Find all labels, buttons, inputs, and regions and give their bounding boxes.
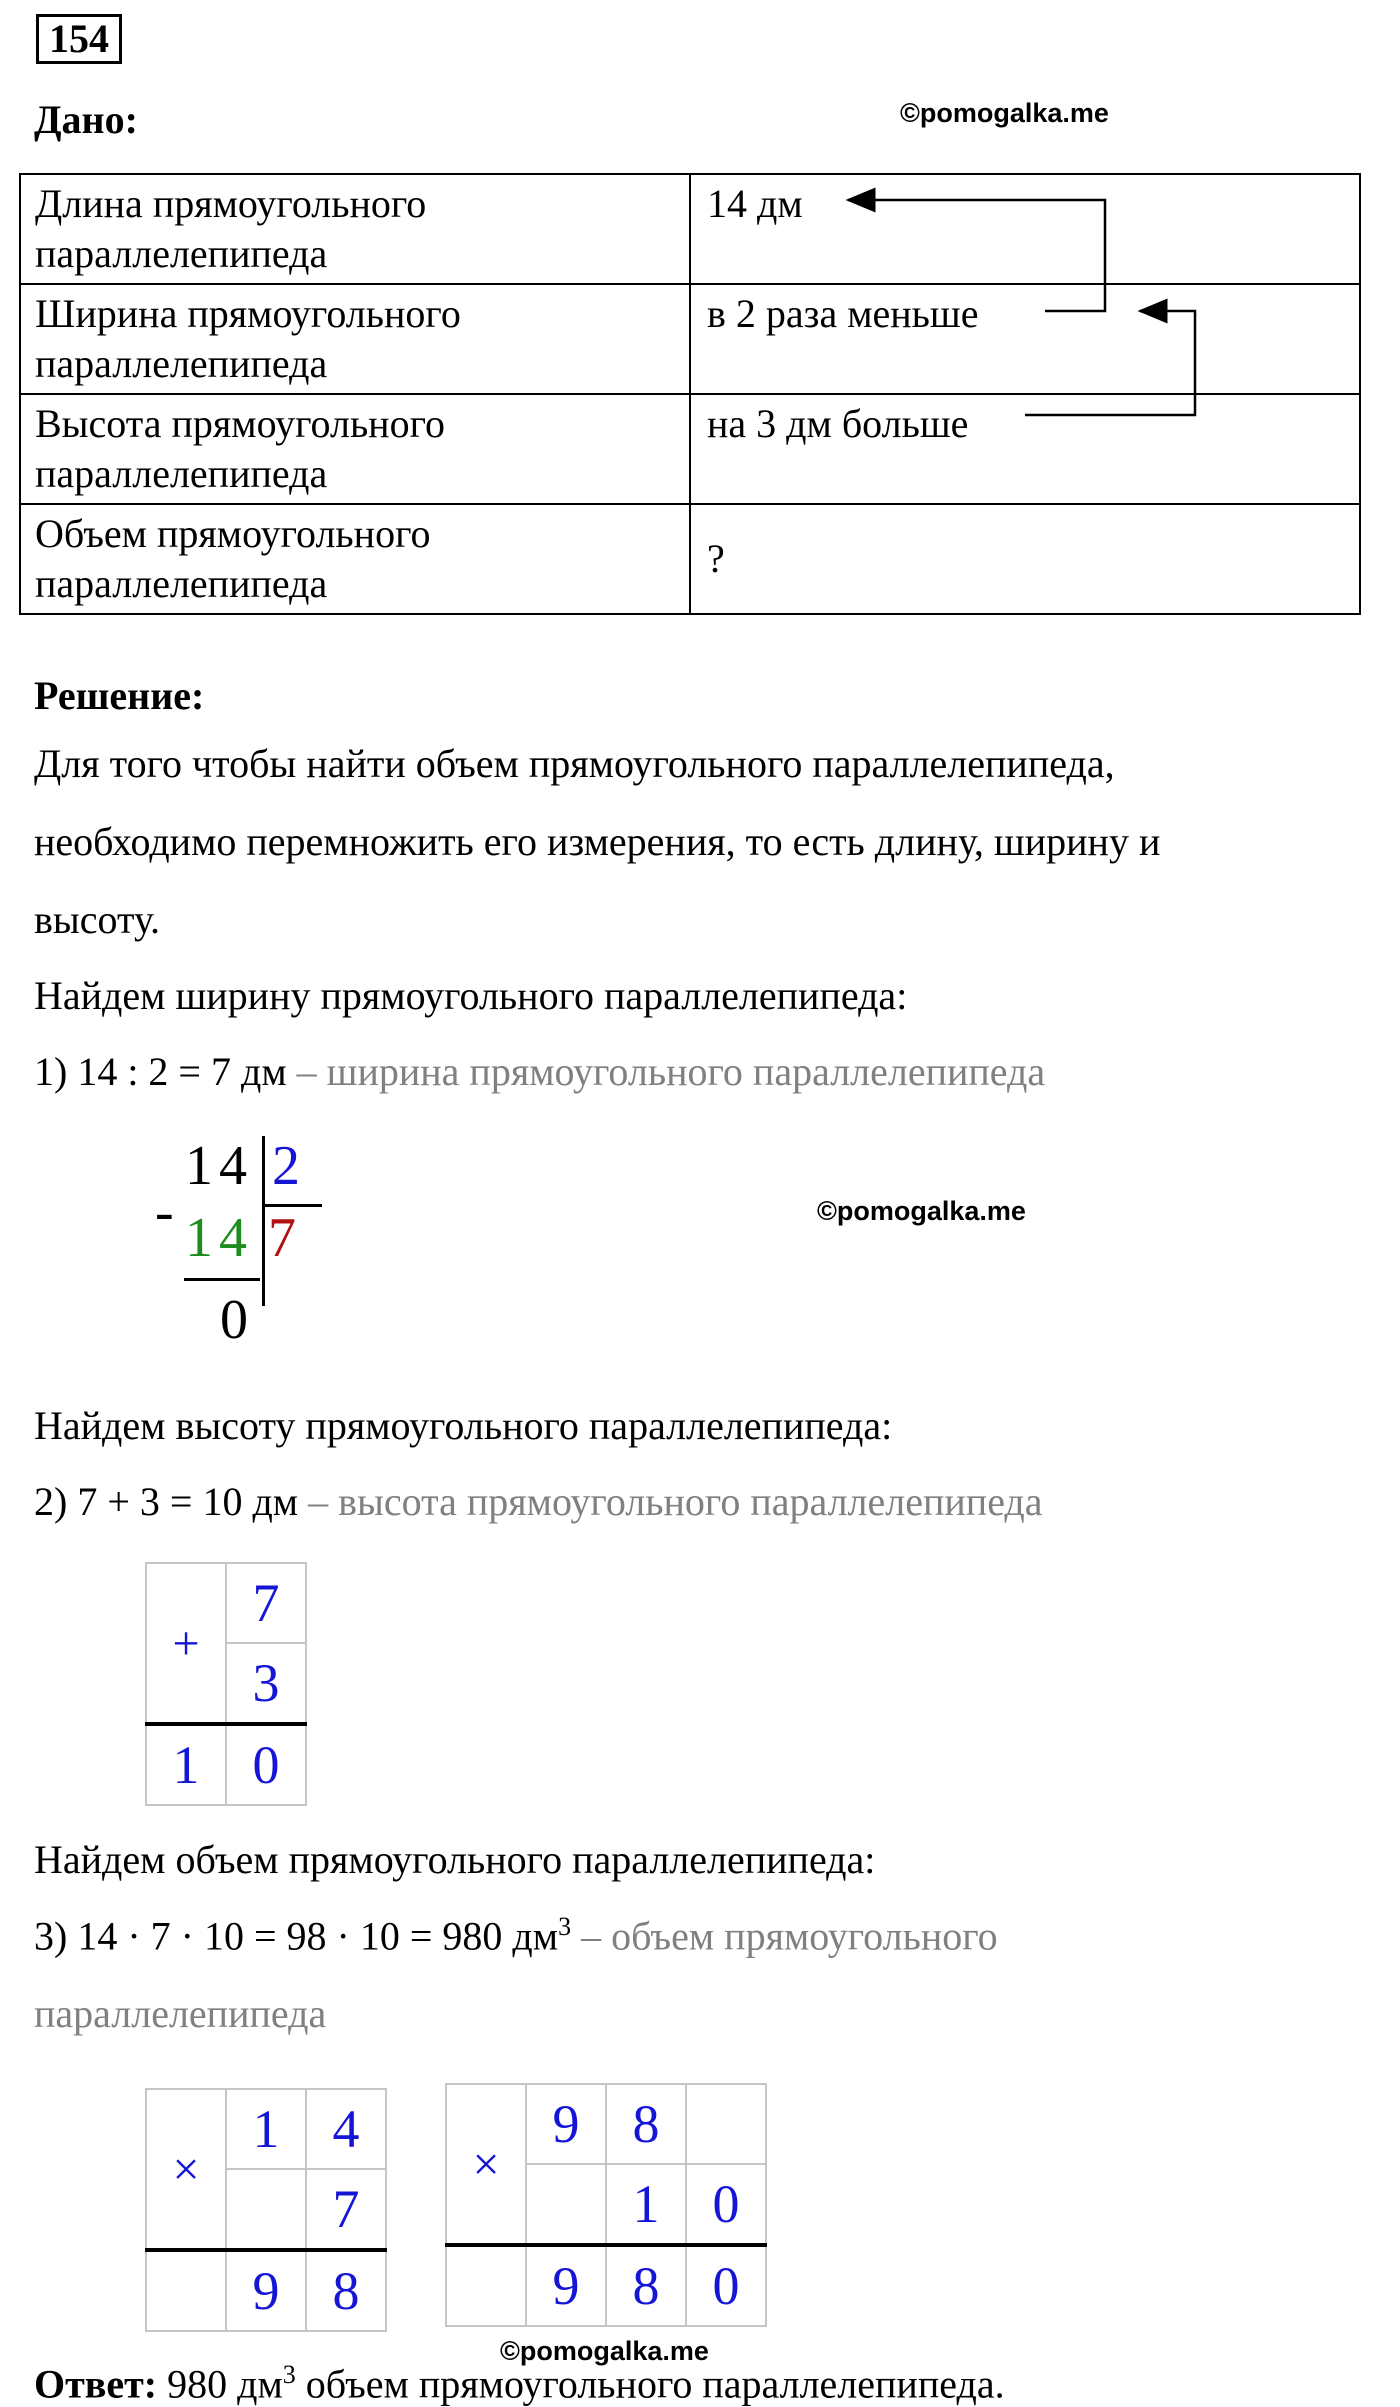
product-digit: 0 [686,2245,766,2326]
given-name-cell: Длина прямоугольного параллелепипеда [20,174,690,284]
multiplication-grid-1 [145,2088,387,2332]
quotient: 7 [268,1207,296,1269]
answer-superscript: 3 [282,2360,296,2389]
given-value-cell: 14 дм [690,174,1360,284]
intro-line-1: Для того чтобы найти объем прямоугольного параллелепипеда, [34,741,1115,786]
arrow-height-to-width [1025,311,1195,415]
product-digit: 8 [606,2245,686,2326]
step3-superscript: 3 [558,1912,572,1941]
watermark: ©pomogalka.me [817,1196,1026,1226]
given-value-cell: ? [690,504,1360,614]
divisor: 2 [272,1135,300,1197]
given-name-cell: Ширина прямоугольного параллелепипеда [20,284,690,394]
step3-label: Найдем объем прямоугольного параллелепипеда: [34,1837,876,1882]
step1-line [34,1048,1045,1095]
intro-line-2: необходимо перемножить его измерения, то есть длину, ширину и [34,819,1161,864]
times-sign: × [146,2089,226,2250]
product-digit: 9 [526,2245,606,2326]
product-digit [446,2245,526,2326]
factor-digit: 0 [686,2164,766,2245]
step1-note: – ширина прямоугольного параллелепипеда [286,1049,1046,1094]
step3-note-line2: параллелепипеда [34,1991,327,2036]
subtraction-line [184,1278,260,1281]
answer-line [34,2360,1005,2407]
step3-formula: 3) 14 · 7 · 10 = 98 · 10 = 980 дм [34,1913,559,1959]
given-label: Дано: [34,97,138,142]
factor-digit: 1 [226,2089,306,2169]
dividend: 14 [185,1135,253,1197]
given-value-cell: в 2 раза меньше [690,284,1360,394]
step2-formula: 2) 7 + 3 = 10 дм [34,1479,299,1524]
minus-sign: - [155,1181,174,1243]
watermark: ©pomogalka.me [900,98,1109,128]
times-sign: × [446,2084,526,2245]
given-value-cell: на 3 дм больше [690,394,1360,504]
step2-note: – высота прямоугольного параллелепипеда [298,1479,1043,1524]
sum-digit: 0 [226,1724,306,1805]
relation-arrows [0,0,1400,600]
watermark: ©pomogalka.me [500,2336,709,2366]
step1-label: Найдем ширину прямоугольного параллелепипеда: [34,973,908,1018]
step2-label: Найдем высоту прямоугольного параллелепипеда: [34,1403,893,1448]
solution-heading: Решение: [34,673,205,718]
step2-line [34,1478,1043,1525]
problem-number: 154 [36,14,122,64]
product-digit: 9 [226,2250,306,2331]
given-name-cell: Высота прямоугольного параллелепипеда [20,394,690,504]
step1-formula: 1) 14 : 2 = 7 дм [34,1049,287,1094]
factor-digit: 9 [526,2084,606,2164]
division-work [150,1130,320,1370]
step3-note: – объем прямоугольного [571,1913,998,1959]
intro-line-3: высоту. [34,897,160,942]
addition-grid [145,1562,307,1806]
factor-digit [686,2084,766,2164]
sum-digit: 1 [146,1724,226,1805]
factor-digit [526,2164,606,2245]
addend-b: 3 [226,1643,306,1724]
factor-digit [226,2169,306,2250]
plus-sign: + [146,1563,226,1724]
given-name-cell: Объем прямоугольного параллелепипеда [20,504,690,614]
remainder: 0 [220,1289,248,1351]
division-vertical-line [262,1136,265,1306]
factor-digit: 1 [606,2164,686,2245]
step3-line [34,1912,998,1959]
answer-rest: объем прямоугольного параллелепипеда. [295,2361,1005,2407]
answer-label: Ответ: [34,2361,158,2407]
factor-digit: 4 [306,2089,386,2169]
product-digit [146,2250,226,2331]
answer-value: 980 дм [157,2361,283,2407]
addend-a: 7 [226,1563,306,1643]
factor-digit: 7 [306,2169,386,2250]
arrow-width-to-length [848,200,1105,311]
factor-digit: 8 [606,2084,686,2164]
subtrahend: 14 [185,1207,253,1269]
multiplication-grid-2 [445,2083,767,2327]
product-digit: 8 [306,2250,386,2331]
